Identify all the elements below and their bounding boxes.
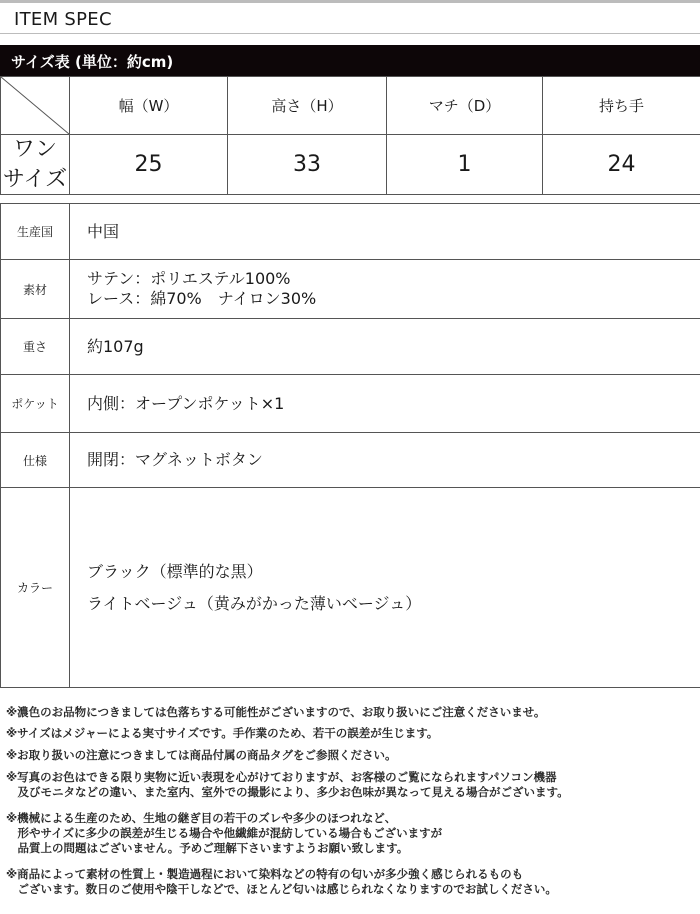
note (6, 811, 442, 856)
note-line: ※サイズはメジャーによる実寸サイズです。手作業のため、若干の誤差が生じます。 (6, 726, 439, 740)
row-label-line: サイズ (2, 166, 68, 192)
note-line: ございます。数日のご使用や陰干しなどで、ほとんど匂いは感じられなくなりますのでお試しください。 (6, 882, 557, 896)
spec-row-color (1, 488, 700, 688)
note-line: ※お取り扱いの注意につきましては商品付属の商品タグをご参照ください。 (6, 748, 397, 762)
value-height: 33 (228, 135, 387, 195)
column-header-width: 幅（W） (70, 77, 228, 135)
size-table-title: サイズ表 (単位：約cm) (11, 53, 174, 71)
size-table (0, 76, 700, 195)
note-line: ※商品によって素材の性質上・製造過程において染料などの特有の匂いが多少強く感じられるものも (6, 867, 524, 881)
note-line: ※写真のお色はできる限り実物に近い表現を心がけておりますが、お客様のご覧になられますパソコン機器 (6, 770, 557, 784)
note (6, 867, 557, 897)
item-spec-header (0, 0, 700, 34)
spec-row-material (1, 260, 700, 319)
spec-value (70, 488, 700, 688)
value-width: 25 (70, 135, 228, 195)
spec-label: 仕様 (1, 433, 70, 488)
spec-label: 素材 (1, 260, 70, 319)
spec-label: 生産国 (1, 204, 70, 260)
spec-row-closure (1, 433, 700, 488)
note-line: 形やサイズに多少の誤差が生じる場合や他繊維が混紡している場合もございますが (6, 826, 443, 840)
note (6, 726, 438, 741)
size-value-row (1, 135, 700, 195)
row-label-line: ワン (12, 137, 57, 162)
spec-value: 開閉：マグネットボタン (70, 433, 700, 488)
column-header-height: 高さ（H） (228, 77, 387, 135)
column-header-depth: マチ（D） (387, 77, 543, 135)
color-line: ブラック（標準的な黒） (87, 562, 263, 582)
spec-row-weight (1, 319, 700, 375)
note-line: ※濃色のお品物につきましては色落ちする可能性がございますので、お取り扱いにご注意くださいませ。 (6, 705, 546, 719)
note-line: ※機械による生産のため、生地の継ぎ目の若干のズレや多少のほつれなど、 (6, 811, 397, 825)
note (6, 770, 569, 800)
spec-value: 内側：オープンポケット×1 (70, 375, 700, 433)
size-table-title-bar (0, 45, 700, 76)
spec-row-origin (1, 204, 700, 260)
size-header-row (1, 77, 700, 135)
page-title: ITEM SPEC (14, 9, 112, 30)
note (6, 705, 545, 720)
spec-table (0, 203, 700, 688)
spec-label: 重さ (1, 319, 70, 375)
color-line: ライトベージュ（黄みがかった薄いベージュ） (87, 593, 422, 613)
spec-value: 約107g (70, 319, 700, 375)
note-line: 及びモニタなどの違い、また室内、室外での撮影により、多少お色味が異なって見える場合がございます。 (6, 785, 569, 799)
spec-row-pocket (1, 375, 700, 433)
value-handle: 24 (543, 135, 700, 195)
spec-value (70, 260, 700, 319)
column-header-handle: 持ち手 (543, 77, 700, 135)
spec-label: ポケット (1, 375, 70, 433)
spec-value: 中国 (70, 204, 700, 260)
note-line: 品質上の問題はございません。予めご理解下さいますようお願い致します。 (6, 841, 409, 855)
spec-label: カラー (1, 488, 70, 688)
material-line: サテン：ポリエステル100% (87, 269, 291, 288)
material-line: レース：綿70% ナイロン30% (87, 289, 317, 308)
row-label-one-size (1, 135, 70, 195)
corner-cell (1, 77, 70, 135)
diagonal-divider (1, 77, 69, 134)
value-depth: 1 (387, 135, 543, 195)
note (6, 748, 396, 763)
